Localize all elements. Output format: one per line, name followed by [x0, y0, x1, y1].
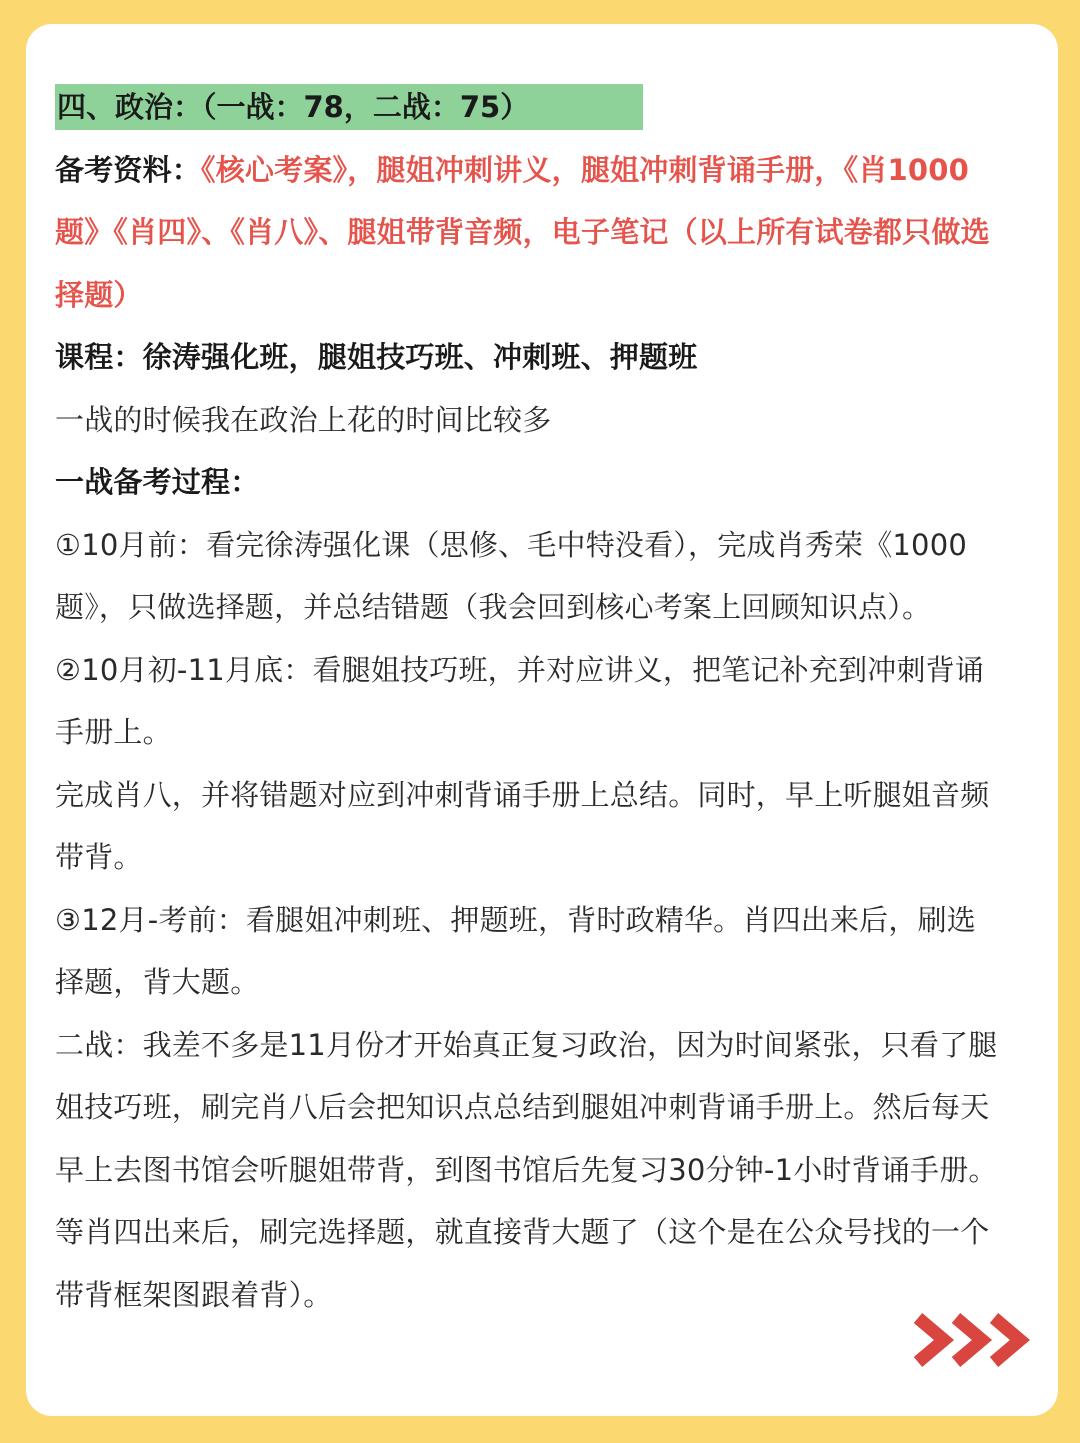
- triple-chevron-icon: [910, 1308, 1030, 1372]
- chevron-icon-2: [956, 1318, 982, 1362]
- second-line-1: 二战：我差不多是11月份才开始真正复习政治，因为时间紧张，只看了腿: [55, 1027, 998, 1062]
- chevron-icon-1: [918, 1318, 944, 1362]
- section-heading-text: 四、政治：（一战：78，二战：75）: [57, 90, 530, 124]
- second-line-5: 带背框架图跟着背）。: [55, 1277, 333, 1312]
- chevron-icon-3: [994, 1318, 1020, 1362]
- materials-text-1: 《核心考案》，腿姐冲刺讲义，腿姐冲刺背诵手册，《肖1000: [201, 152, 970, 187]
- process-title: 一战备考过程：: [55, 465, 260, 499]
- step2-line-2: 手册上。: [55, 715, 172, 749]
- step3-line-1: ③12月-考前：看腿姐冲刺班、押题班，背时政精华。肖四出来后，刷选: [55, 902, 976, 937]
- materials-line-3: 择题）: [55, 277, 143, 312]
- note-line: 一战的时候我在政治上花的时间比较多: [55, 402, 552, 437]
- section-heading: [55, 76, 1030, 139]
- course-line: 课程：徐涛强化班，腿姐技巧班、冲刺班、押题班: [55, 340, 698, 374]
- step1-line-1: ①10月前：看完徐涛强化课（思修、毛中特没看），完成肖秀荣《1000: [55, 527, 968, 562]
- step1-line-2: 题》，只做选择题，并总结错题（我会回到核心考案上回顾知识点）。: [55, 590, 932, 624]
- materials-line-2: 题》《肖四》、《肖八》、腿姐带背音频，电子笔记（以上所有试卷都只做选: [55, 215, 990, 249]
- step3-line-2: 择题，背大题。: [55, 965, 260, 999]
- second-line-2: 姐技巧班，刷完肖八后会把知识点总结到腿姐冲刺背诵手册上。然后每天: [55, 1090, 990, 1124]
- second-line-3: 早上去图书馆会听腿姐带背，到图书馆后先复习30分钟-1小时背诵手册。: [55, 1152, 998, 1187]
- second-line-4: 等肖四出来后，刷完选择题，就直接背大题了（这个是在公众号找的一个: [55, 1215, 990, 1249]
- step2b-line-2: 带背。: [55, 840, 143, 874]
- article-body: [55, 76, 1030, 1326]
- step2b-line-1: 完成肖八，并将错题对应到冲刺背诵手册上总结。同时，早上听腿姐音频: [55, 777, 990, 812]
- materials-line-1: [55, 139, 1030, 202]
- materials-label: 备考资料：: [55, 152, 202, 187]
- step2-line-1: ②10月初-11月底：看腿姐技巧班，并对应讲义，把笔记补充到冲刺背诵: [55, 652, 985, 687]
